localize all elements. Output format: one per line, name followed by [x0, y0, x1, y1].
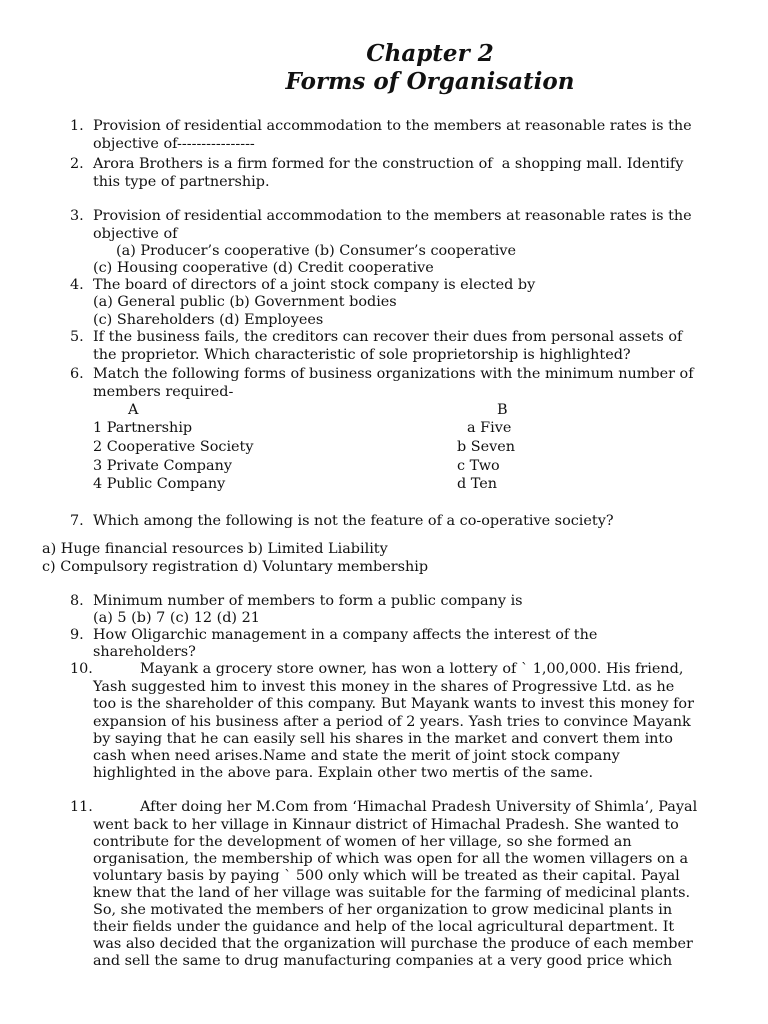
question-text: Provision of residential accommodation to the members at reasonable rates is the [93, 118, 692, 134]
paragraph-line: cash when need arises.Name and state the merit of joint stock company [93, 748, 620, 764]
question-number: 8. [70, 593, 84, 609]
question-number: 3. [70, 208, 84, 224]
question-number: 7. [70, 513, 84, 529]
paragraph-line: their fields under the guidance and help of the local agricultural department. It [93, 919, 675, 935]
answer-options: (c) Shareholders (d) Employees [93, 312, 324, 328]
question-text: If the business fails, the creditors can recover their dues from personal assets of [93, 329, 683, 345]
paragraph-line: was also decided that the organization will purchase the produce of each member [93, 936, 693, 952]
paragraph-line: and sell the same to drug manufacturing companies at a very good price which [93, 953, 673, 969]
paragraph-line: by saying that he can easily sell his shares in the market and convert them into [93, 731, 673, 747]
chapter-subtitle: Forms of Organisation [285, 68, 575, 95]
answer-options: a) Huge financial resources b) Limited Liability [42, 541, 388, 557]
paragraph-line: So, she motivated the members of her organization to grow medicinal plants in [93, 902, 673, 918]
question-text: shareholders? [93, 644, 196, 660]
match-left-item: 3 Private Company [93, 458, 232, 474]
question-text: Match the following forms of business organizations with the minimum number of [93, 366, 694, 382]
paragraph-line: Mayank a grocery store owner, has won a lottery of ` 1,00,000. His friend, [140, 661, 684, 677]
answer-options: (a) 5 (b) 7 (c) 12 (d) 21 [93, 610, 260, 626]
paragraph-line: Yash suggested him to invest this money in the shares of Progressive Ltd. as he [93, 679, 675, 695]
match-right-item: a Five [467, 420, 512, 436]
chapter-title: Chapter 2 [366, 40, 494, 67]
question-text: The board of directors of a joint stock company is elected by [93, 277, 536, 293]
match-right-item: d Ten [457, 476, 498, 492]
paragraph-line: voluntary basis by paying ` 500 only which will be treated as their capital. Payal [93, 868, 680, 884]
paragraph-line: organisation, the membership of which was open for all the women villagers on a [93, 851, 689, 867]
question-text: the proprietor. Which characteristic of sole proprietorship is highlighted? [93, 347, 631, 363]
question-text: Provision of residential accommodation to the members at reasonable rates is the [93, 208, 692, 224]
paragraph-line: too is the shareholder of this company. But Mayank wants to invest this money for [93, 696, 694, 712]
question-number: 5. [70, 329, 84, 345]
match-right-item: c Two [457, 458, 500, 474]
answer-options: c) Compulsory registration d) Voluntary membership [42, 559, 429, 575]
column-a-header: A [128, 402, 139, 418]
answer-options: (a) General public (b) Government bodies [93, 294, 397, 310]
match-left-item: 2 Cooperative Society [93, 439, 254, 455]
question-text: Arora Brothers is a firm formed for the construction of a shopping mall. Identify [93, 156, 684, 172]
question-text: Minimum number of members to form a public company is [93, 593, 523, 609]
match-right-item: b Seven [457, 439, 516, 455]
paragraph-line: expansion of his business after a period of 2 years. Yash tries to convince Mayank [93, 714, 691, 730]
match-left-item: 4 Public Company [93, 476, 226, 492]
paragraph-line: went back to her village in Kinnaur district of Himachal Pradesh. She wanted to [93, 817, 679, 833]
paragraph-line: knew that the land of her village was suitable for the farming of medicinal plants. [93, 885, 691, 901]
answer-options: (a) Producer’s cooperative (b) Consumer’s cooperative [116, 243, 517, 259]
column-b-header: B [497, 402, 508, 418]
question-number: 2. [70, 156, 84, 172]
question-number: 1. [70, 118, 84, 134]
question-number: 9. [70, 627, 84, 643]
question-number: 10. [70, 661, 93, 677]
paragraph-line: After doing her M.Com from ‘Himachal Pradesh University of Shimla’, Payal [140, 799, 698, 815]
paragraph-line: highlighted in the above para. Explain other two mertis of the same. [93, 765, 594, 781]
question-text: objective of [93, 226, 178, 242]
answer-options: (c) Housing cooperative (d) Credit cooperative [93, 260, 434, 276]
question-text: this type of partnership. [93, 174, 270, 190]
question-text: objective of---------------- [93, 136, 255, 152]
question-number: 11. [70, 799, 93, 815]
question-text: members required- [93, 384, 234, 400]
match-left-item: 1 Partnership [93, 420, 193, 436]
paragraph-line: contribute for the development of women of her village, so she formed an [93, 834, 632, 850]
question-number: 6. [70, 366, 84, 382]
question-text: Which among the following is not the feature of a co-operative society? [93, 513, 614, 529]
question-text: How Oligarchic management in a company affects the interest of the [93, 627, 598, 643]
question-number: 4. [70, 277, 84, 293]
